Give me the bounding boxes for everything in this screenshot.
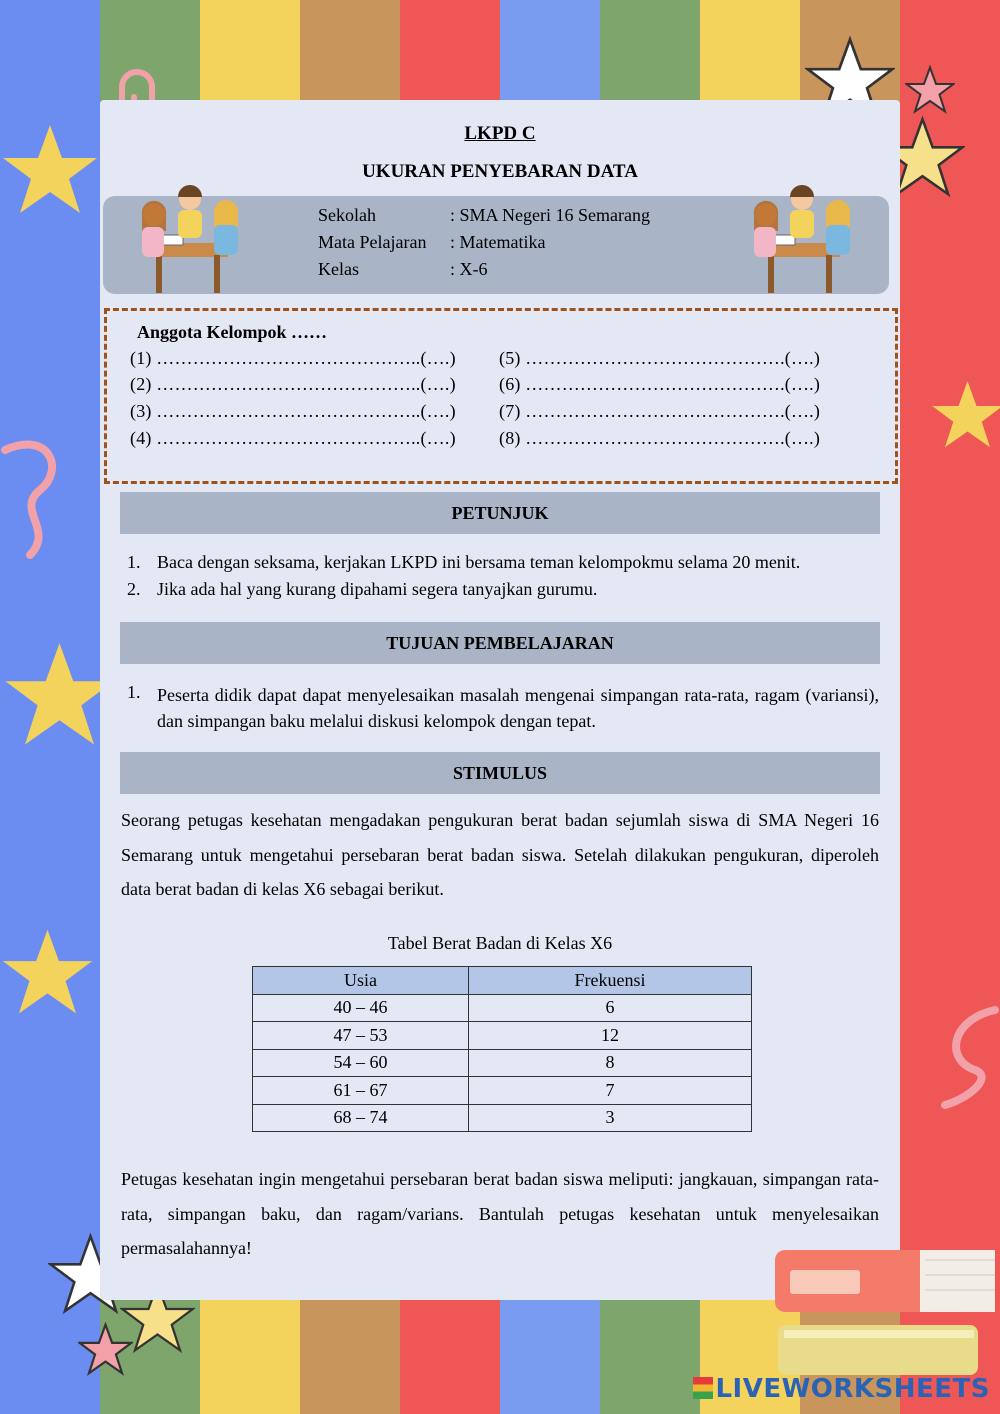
liveworksheets-logo-icon — [693, 1377, 713, 1399]
petunjuk-item-text: Jika ada hal yang kurang dipahami segera tanyajkan gurumu. — [157, 579, 598, 599]
member-field-6[interactable]: (6) …………………………………….(….) — [499, 374, 821, 394]
table-row — [253, 1049, 752, 1077]
section-heading-petunjuk: PETUNJUK — [120, 492, 880, 534]
petunjuk-item-number: 1. — [127, 552, 141, 572]
petunjuk-item-number: 2. — [127, 579, 141, 599]
worksheet-code: LKPD C — [464, 123, 536, 144]
decorative-star-right-pink — [905, 65, 955, 115]
column-header-usia: Usia — [253, 967, 469, 995]
decorative-star-right-middle — [930, 370, 1000, 460]
info-label: Kelas — [318, 259, 359, 279]
students-illustration-right — [740, 185, 860, 297]
member-field-3[interactable]: (3) ……………………………………..(….) — [130, 401, 456, 421]
column-header-frekuensi: Frekuensi — [469, 967, 752, 995]
section-heading-tujuan: TUJUAN PEMBELAJARAN — [120, 622, 880, 664]
students-illustration-left — [128, 185, 248, 297]
info-value: : Matematika — [450, 232, 546, 252]
info-row-mata-pelajaran — [318, 232, 545, 253]
table-caption: Tabel Berat Badan di Kelas X6 — [387, 933, 613, 953]
stimulus-intro-paragraph: Seorang petugas kesehatan mengadakan pengukuran berat badan sejumlah siswa di SMA Negeri 16 Semarang untuk mengetahui persebaran berat badan siswa. Setelah dilakukan pengukuran, diperoleh data berat badan di kelas X6 sebagai berikut. — [121, 810, 879, 899]
tujuan-item-number: 1. — [127, 682, 141, 702]
member-field-7[interactable]: (7) …………………………………….(….) — [499, 401, 821, 421]
table-cell-frekuensi: 8 — [469, 1049, 752, 1077]
member-field-8[interactable]: (8) …………………………………….(….) — [499, 428, 821, 448]
worksheet-title: UKURAN PENYEBARAN DATA — [362, 161, 638, 182]
member-field-4[interactable]: (4) ……………………………………..(….) — [130, 428, 456, 448]
tujuan-item-text: Peserta didik dapat dapat menyelesaikan masalah mengenai simpangan rata-rata, ragam (variansi), dan simpangan baku melalui diskusi kelompok dengan tepat. — [157, 685, 879, 731]
info-value: : SMA Negeri 16 Semarang — [450, 205, 650, 225]
info-value: : X-6 — [450, 259, 488, 279]
table-row — [253, 994, 752, 1022]
info-row-kelas — [318, 259, 488, 280]
table-cell-usia: 47 – 53 — [253, 1022, 469, 1050]
petunjuk-item-text: Baca dengan seksama, kerjakan LKPD ini bersama teman kelompokmu selama 20 menit. — [157, 552, 801, 572]
table-row — [253, 1022, 752, 1050]
table-cell-frekuensi: 12 — [469, 1022, 752, 1050]
liveworksheets-logo[interactable] — [693, 1374, 990, 1404]
table-row — [253, 1077, 752, 1105]
info-row-sekolah — [318, 205, 650, 226]
table-row — [253, 1104, 752, 1132]
stimulus-closing-paragraph: Petugas kesehatan ingin mengetahui persebaran berat badan siswa meliputi: jangkauan, simpangan rata-rata, simpangan baku, dan ragam/varians. Bantulah petugas kesehatan untuk menyelesaikan permasalahannya! — [121, 1169, 879, 1258]
background-stripe — [900, 0, 1000, 1414]
liveworksheets-logo-text: LIVEWORKSHEETS — [715, 1374, 990, 1404]
table-cell-usia: 54 – 60 — [253, 1049, 469, 1077]
table-cell-frekuensi: 7 — [469, 1077, 752, 1105]
member-field-5[interactable]: (5) …………………………………….(….) — [499, 348, 821, 368]
weight-frequency-table — [252, 966, 752, 1132]
decorative-swirl-left — [0, 430, 70, 560]
info-label: Mata Pelajaran — [318, 232, 427, 252]
group-members-title: Anggota Kelompok …… — [137, 322, 328, 342]
table-cell-frekuensi: 6 — [469, 994, 752, 1022]
info-label: Sekolah — [318, 205, 376, 225]
decorative-swirl-right — [935, 1000, 1000, 1110]
table-header-row — [253, 967, 752, 995]
table-cell-usia: 40 – 46 — [253, 994, 469, 1022]
table-cell-usia: 68 – 74 — [253, 1104, 469, 1132]
table-cell-usia: 61 – 67 — [253, 1077, 469, 1105]
member-field-1[interactable]: (1) ……………………………………..(….) — [130, 348, 456, 368]
table-cell-frekuensi: 3 — [469, 1104, 752, 1132]
decorative-star-bottom-left-pink — [78, 1322, 133, 1377]
section-heading-stimulus: STIMULUS — [120, 752, 880, 794]
member-field-2[interactable]: (2) ……………………………………..(….) — [130, 374, 456, 394]
